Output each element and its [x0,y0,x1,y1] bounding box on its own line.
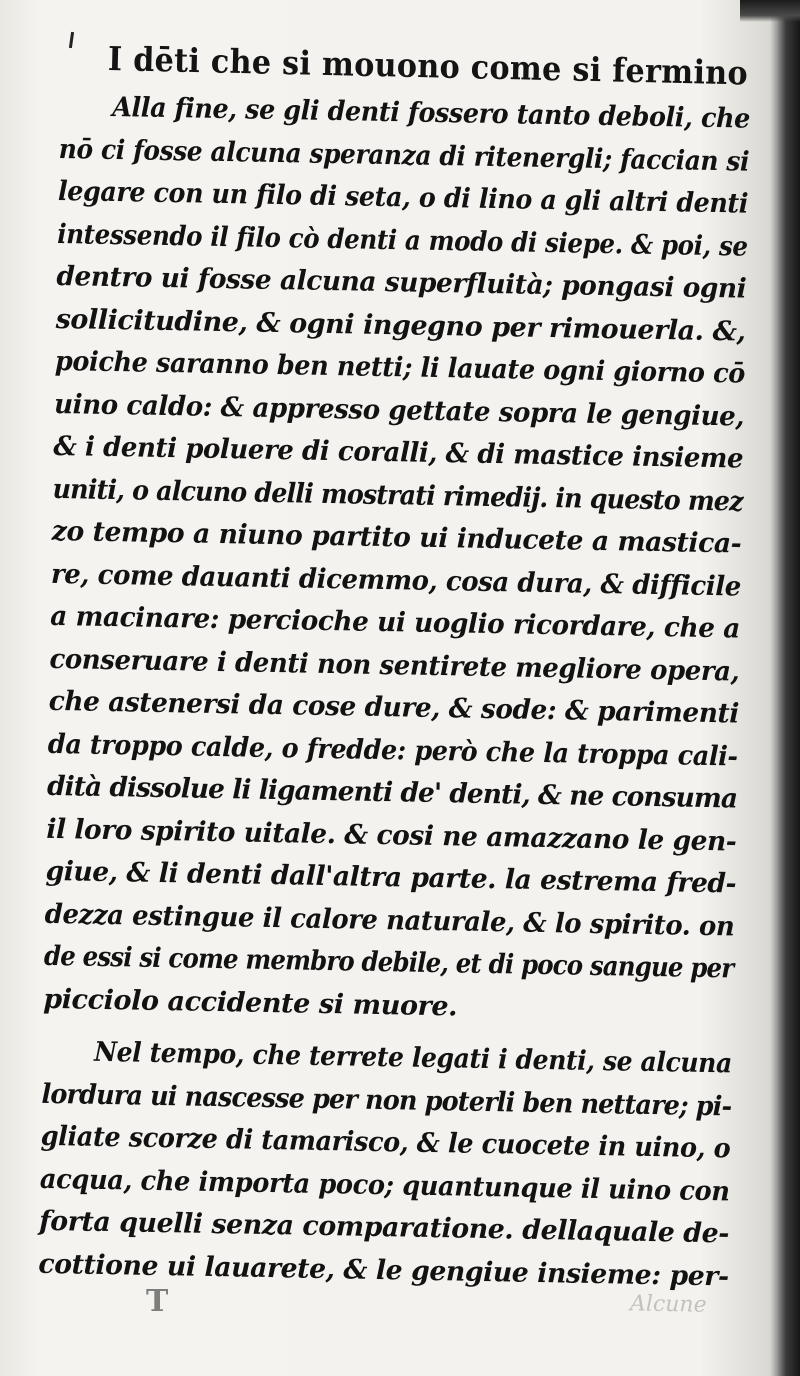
text-line: poiche saranno ben netti; li lauate ogni giorno cō [54,345,746,390]
text-line: sollicitudine, & ogni ingegno per rimouerla. &, [55,303,746,348]
text-line: zo tempo a niuno partito ui inducete a mastica- [51,515,742,560]
text-line: Nel tempo, che terrete legati i denti, se alcuna [93,1036,733,1080]
catchword: Alcune [629,1291,707,1318]
text-line: che astenersi da cose dure, & sode: & parimenti [48,685,740,730]
text-line: forta quelli senza comparatione. dellaquale de- [38,1205,730,1250]
text-line: re, come dauanti dicemmo, cosa dura, & difficile [50,558,742,603]
text-line: de essi si come membro debile, et di poco sangue per [43,940,734,985]
text-block [38,86,750,1298]
text-line: & i denti poluere di coralli, & di mastice insieme [53,430,744,475]
text-line: il loro spirito uitale. & cosi ne amazzano le gen- [46,813,737,858]
binding-edge [778,0,800,1376]
text-line: dezza estingue il calore naturale, & lo spirito. on [44,898,735,942]
text-line: a macinare: percioche ui uoglio ricordare, che a [49,600,741,645]
text-line: picciolo accidente si muore. [42,983,458,1022]
text-line: conseruare i denti non sentirete megliore opera, [49,643,740,688]
text-line: legare con un filo di seta, o di lino a gli altri denti [57,175,749,220]
text-line: da troppo calde, o fredde: però che la troppa cali- [47,728,738,773]
stray-ink-mark [69,32,74,48]
text-line: nō ci fosse alcuna speranza di ritenergli; faccian si [58,133,750,178]
text-line: intessendo il filo cò denti a modo di siepe. & poi, se [57,218,748,263]
text-line: giue, & li denti dall'altra parte. la estrema fred- [45,855,737,900]
text-line: dentro ui fosse alcuna superfluità; pongasi ogni [56,260,747,305]
text-line: gliate scorze di tamarisco, & le cuocete in uino, o [40,1120,731,1165]
text-line: cottione ui lauarete, & le gengiue insieme: per- [38,1248,729,1292]
text-line: dità dissolue li ligamenti de' denti, & ne consuma [46,770,738,815]
page-corner-shadow [740,0,800,22]
text-line: Alla fine, se gli denti fossero tanto deboli, che [111,91,751,135]
paragraph-1 [43,86,750,1033]
text-line: lordura ui nascesse per non poterli ben nettare; pi- [41,1078,732,1122]
signature-mark: T [146,1284,169,1319]
text-line: uino caldo: & appresso gettate sopra le gengiue, [53,388,745,433]
text-line: uniti, o alcuno delli mostrati rimedij. in questo mez [52,473,743,518]
running-head: I dēti che si mouono come si fermino [107,39,749,93]
paragraph-2 [38,1031,733,1299]
text-line: acqua, che importa poco; quantunque il uino con [39,1163,730,1207]
